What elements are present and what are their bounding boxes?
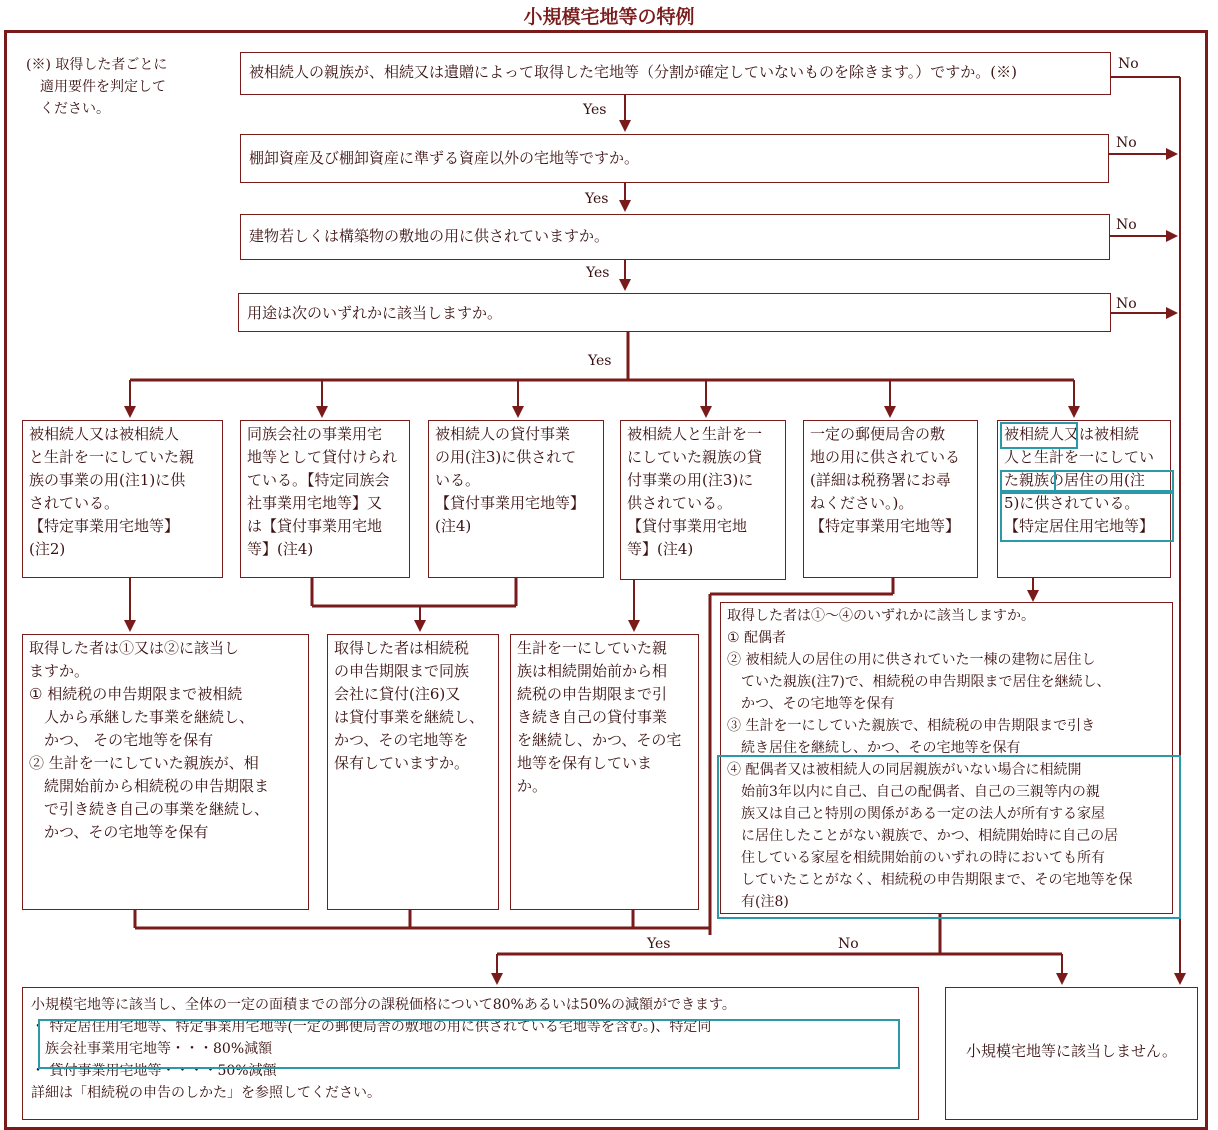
no-label-2: No [1116,135,1137,151]
category-business-use: 被相続人又は被相続人 と生計を一にしていた親 族の事業の用(注1)に供 されている。 【特定事業用宅地等】 (注2) [22,420,223,578]
highlight-80-percent [38,1019,900,1069]
condition-business: 取得した者は①又は②に該当し ますか。 ① 相続税の申告期限まで被相続 人から承継した事業を継続し、 かつ、 その宅地等を保有 ② 生計を一にしていた親族が、相 続開始前から相続税の申告期限ま で引き続き自己の事業を継続し、 かつ、その宅地等を保有 [22,634,309,910]
yes-label-2: Yes [585,191,609,207]
question-3: 建物若しくは構築物の敷地の用に供されていますか。 [240,214,1110,260]
result-eligible: 小規模宅地等に該当し、全体の一定の面積までの部分の課税価格について80%あるいは50%の減額ができます。 ・ 特定居住用宅地等、特定事業用宅地等(一定の郵便局舎の敷地の用に供されている宅地等を含む。)、特定同 族会社事業用宅地等・・・80%減額 ・ 貸付事業用宅地等・・・・50%減額 詳細は「相続税の申告のしかた」を参照してください。 [22,987,919,1120]
condition-lending-relative: 生計を一にしていた親 族は相続開始前から相 続税の申告期限まで引 き続き自己の貸付事業 を継続し、かつ、その宅 地等を保有していま か。 [510,634,699,910]
yes-label-4: Yes [588,353,612,369]
yes-label-3: Yes [586,265,610,281]
page-title: 小規模宅地等の特例 [523,6,695,28]
yes-label-1: Yes [583,102,607,118]
no-label-3: No [1116,217,1137,233]
category-residential: 被相続人又は被相続 人と生計を一にしてい た親族の居住の用(注 5)に供されている。 【特定居住用宅地等】 [997,420,1171,578]
yes-label-final: Yes [647,936,671,952]
applicant-note: (※) 取得した者ごとに 適用要件を判定して ください。 [26,57,168,117]
category-family-company: 同族会社の事業用宅 地等として貸付けられ ている。【特定同族会 社事業用宅地等】又 は【貸付事業用宅地 等】(注4) [240,420,410,578]
question-4: 用途は次のいずれかに該当しますか。 [238,293,1111,332]
condition-family-company: 取得した者は相続税 の申告期限まで同族 会社に貸付(注6)又 は貸付事業を継続し、 かつ、その宅地等を 保有していますか。 [327,634,499,910]
condition-residential: 取得した者は①～④のいずれかに該当しますか。 ① 配偶者 ② 被相続人の居住の用に供されていた一棟の建物に居住し ていた親族(注7)で、相続税の申告期限まで居住を継続し、 かつ、その宅地等を保有 ③ 生計を一にしていた親族で、相続税の申告期限まで引き 続き居住を継続し、かつ、その宅地等を保有 ④ 配偶者又は被相続人の同居親族がいない場合に相続開 始前3年以内に自己、自己の配偶者、自己の三親等内の親 族又は自己と特別の関係がある一定の法人が所有する家屋 に居住したことがない親族で、かつ、相続開始時に自己の居 住している家屋を相続開始前のいずれの時においても所有 していたことがなく、相続税の申告期限まで、その宅地等を保 有(注8) [720,602,1173,914]
highlight-residential-use [1054,470,1174,492]
no-label-4: No [1116,296,1137,312]
result-not-eligible: 小規模宅地等に該当しません。 [945,987,1198,1120]
highlight-residential-label [1000,492,1174,542]
question-1: 被相続人の親族が、相続又は遺贈によって取得した宅地等（分割が確定していないものを除きます。）ですか。(※) [240,52,1111,95]
no-label-1: No [1118,56,1139,72]
highlight-deceased [1000,422,1078,449]
no-label-final: No [838,936,859,952]
category-lending-relative: 被相続人と生計を一 にしていた親族の貸 付事業の用(注3)に 供されている。 【貸付事業用宅地 等】(注4) [620,420,786,580]
question-2: 棚卸資産及び棚卸資産に準ずる資産以外の宅地等ですか。 [240,134,1109,183]
category-lending-deceased: 被相続人の貸付事業 の用(注3)に供されて いる。 【貸付事業用宅地等】 (注4) [428,420,604,578]
highlight-condition-4 [717,755,1181,919]
highlight-relative [1000,470,1056,492]
category-post-office: 一定の郵便局舎の敷 地の用に供されている (詳細は税務署にお尋 ねください。)。 【特定事業用宅地等】 [803,420,978,578]
